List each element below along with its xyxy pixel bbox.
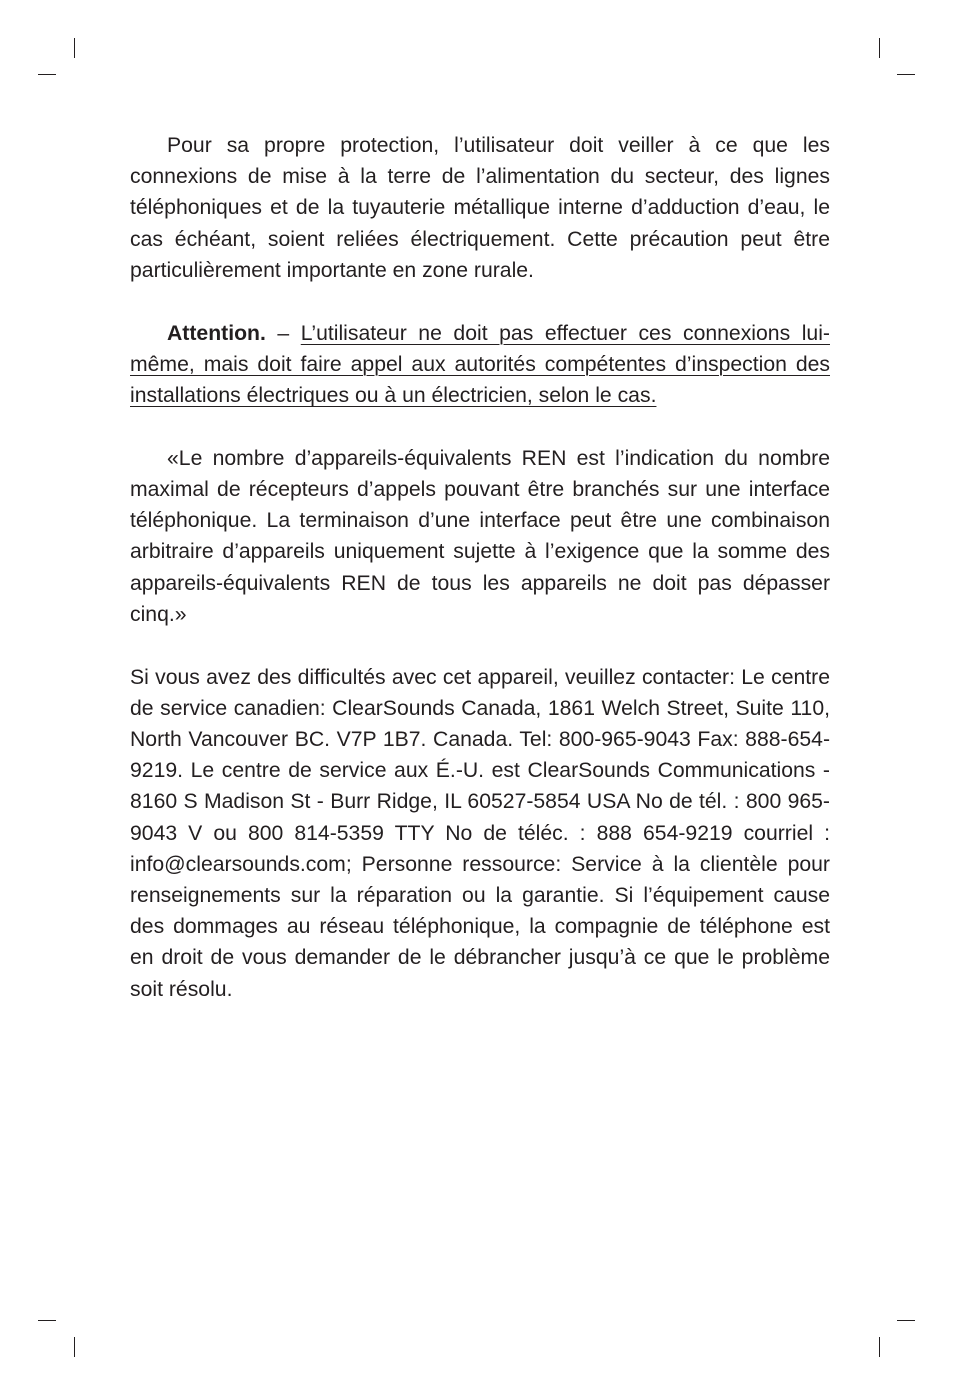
crop-mark-top-left-vertical [74,38,75,58]
crop-mark-bottom-right-vertical [879,1337,880,1357]
crop-mark-bottom-right-horizontal [897,1320,915,1321]
attention-dash: – [265,321,301,345]
crop-mark-bottom-left-horizontal [38,1320,56,1321]
ren-paragraph: «Le nombre d’appareils-équivalents REN est l’indication du nombre maximal de récepteurs d’appels pouvant être branchés sur une interface téléphonique. La terminaison d’une interface peut être une combinaison arbitraire d’appareils uniquement sujette à l’exigence que la somme des appareils-équivalents REN de tous les appareils ne doit pas dépasser cinq.» [130,446,830,626]
crop-mark-top-left-horizontal [38,74,56,75]
document-body [130,130,830,1036]
crop-mark-top-right-horizontal [897,74,915,75]
attention-paragraph [130,318,830,412]
contact-paragraph: Si vous avez des difficultés avec cet appareil, veuillez contacter: Le centre de service canadien: ClearSounds Canada, 1861 Welch Street, Suite 110, North Vancouver BC. V7P 1B7. Canada. Tel: 800-965-9043 Fax: 888-654-9219. Le centre de service aux É.-U. est ClearSounds Communications - 8160 S Madison St - Burr Ridge, IL 60527-5854 USA No de tél. : 800 965-9043 V ou 800 814-5359 TTY No de téléc. : 888 654-9219 courriel : info@clearsounds.com; Personne ressource: Service à la clientèle pour renseignements sur la réparation ou la garantie. Si l’équipement cause des dommages au réseau téléphonique, la compagnie de téléphone est en droit de vous demander de le débrancher jusqu’à ce que le problème soit résolu. [130,665,830,1001]
grounding-paragraph: Pour sa propre protection, l’utilisateur doit veiller à ce que les connexions de mise à la terre de l’alimentation du secteur, des lignes téléphoniques et de la tuyauterie métallique interne d’adduction d’eau, le cas échéant, soient reliées électriquement. Cette précaution peut être particulièrement importante en zone rurale. [130,134,830,282]
crop-mark-top-right-vertical [879,38,880,58]
crop-mark-bottom-left-vertical [74,1337,75,1357]
attention-label: Attention. [167,321,266,345]
attention-text: L’utilisateur ne doit pas effectuer ces connexions lui-même, mais doit faire appel aux autorités compétentes d’inspection des installations électriques ou à un électricien, selon le cas. [130,321,830,408]
